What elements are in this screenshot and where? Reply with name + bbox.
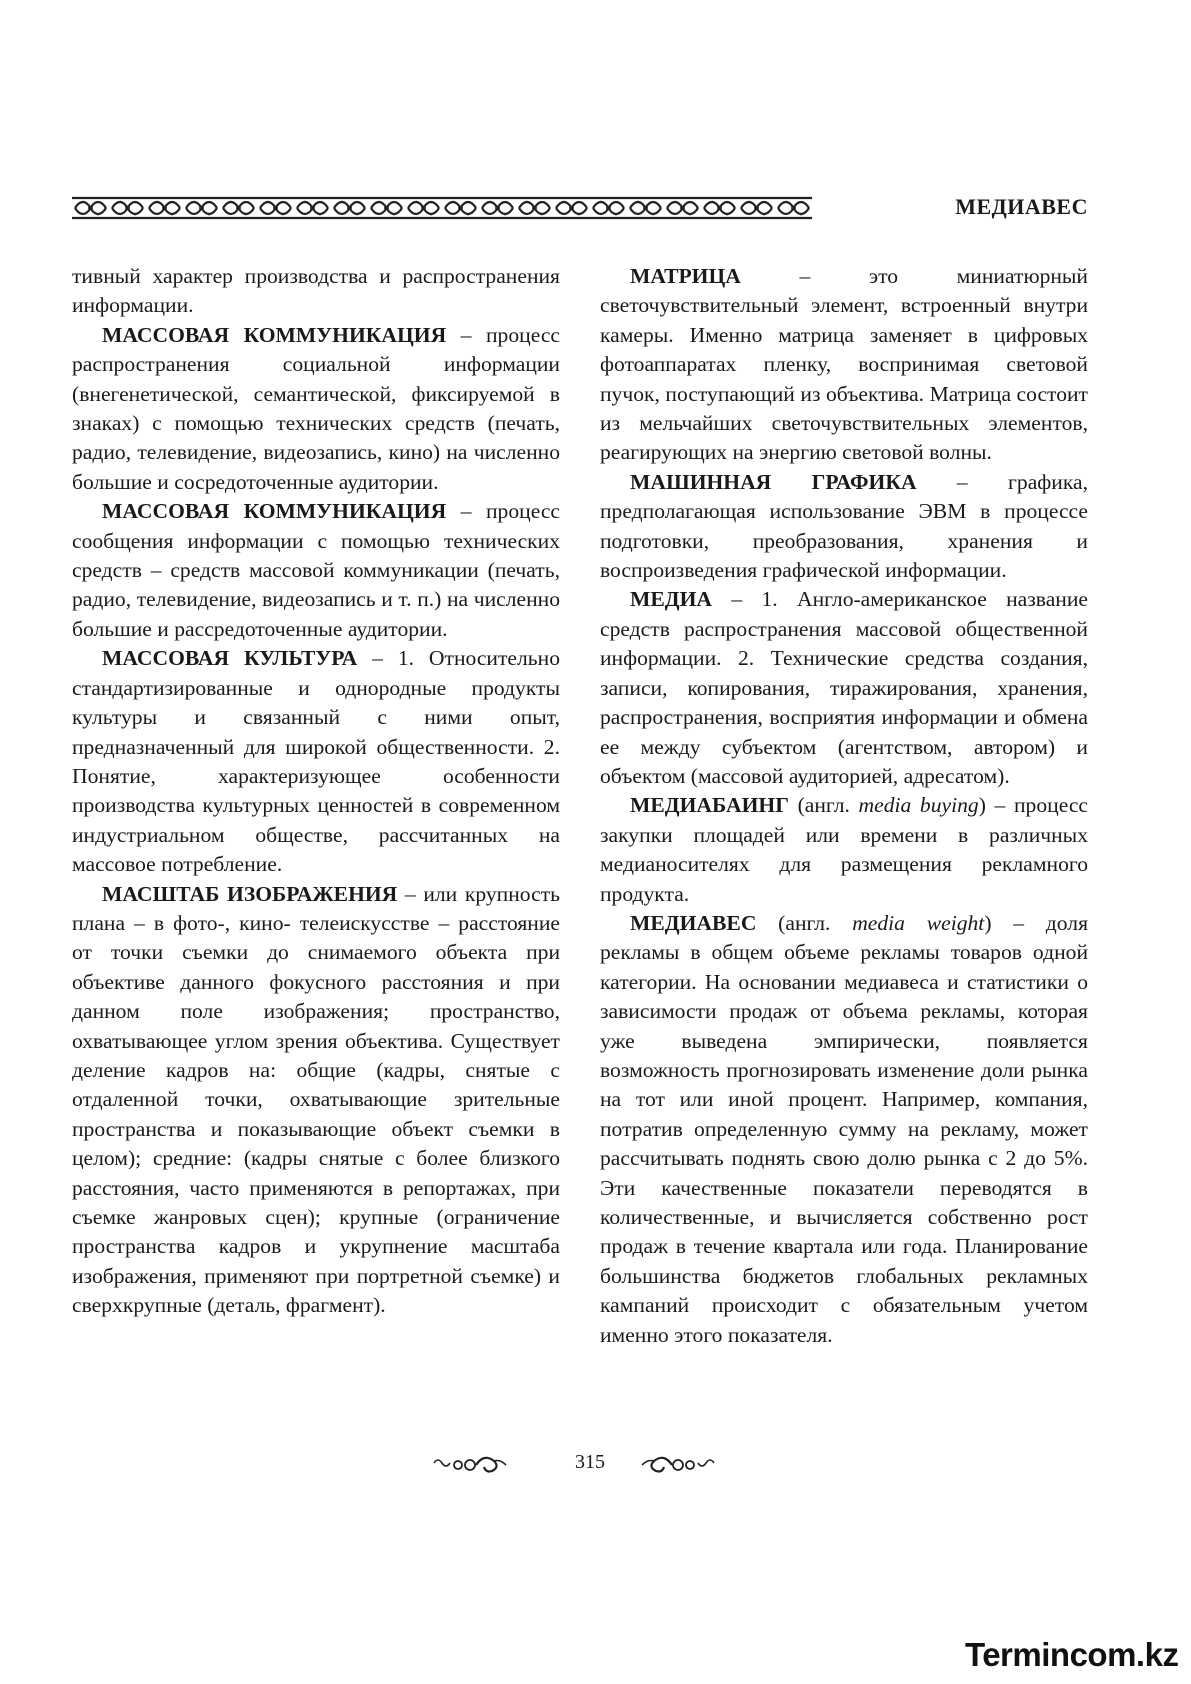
dictionary-entry — [72, 880, 560, 1321]
entry-text: ) – процесс закупки площадей или времени в различных медианосителях для размещения рекламного продукта. — [600, 793, 1088, 906]
entry-term: МАССОВАЯ КОММУНИКАЦИЯ — [102, 499, 447, 524]
running-head: МЕДИАВЕС — [955, 194, 1088, 219]
page-number: 315 — [575, 1451, 605, 1473]
scroll-flourish-icon — [432, 1453, 512, 1477]
dictionary-entry — [72, 644, 560, 879]
page-footer — [0, 1451, 1191, 1491]
entry-term: МАТРИЦА — [630, 264, 741, 288]
entry-text: – графика, предполагающая использование ЭВМ в процессе подготовки, преобразования, хранения и воспроизведения графической информации. — [600, 469, 1088, 583]
entry-term: МЕДИА — [630, 587, 713, 612]
ornamental-border-icon — [72, 194, 812, 222]
entry-text: тивный характер производства и распространения информации. — [72, 264, 560, 318]
entry-term: МАСШТАБ ИЗОБРАЖЕНИЯ — [102, 881, 398, 906]
dictionary-entry — [600, 909, 1088, 1350]
dictionary-entry — [72, 262, 560, 321]
entry-text: – процесс сообщения информации с помощью технических средств – средств массовой коммуникации (печать, радио, телевидение, видеозапись и т. п.) на численно большие и рассредоточенные аудитории. — [72, 499, 560, 641]
site-watermark: Termincom.kz — [965, 1636, 1179, 1673]
entry-text: (англ. — [756, 910, 853, 935]
entry-text: – 1. Относительно стандартизированные и однородные продукты культуры и связанный с ними опыт, предназначенный для широкой общественности. 2. Понятие, характеризующее особенности производства культурных ценностей в современном индустриальном обществе, рассчитанных на массовое потребление. — [72, 646, 560, 877]
entry-term: МЕДИАВЕС — [630, 910, 757, 935]
dictionary-entry — [600, 585, 1088, 791]
entry-term: МАССОВАЯ КОММУНИКАЦИЯ — [102, 322, 447, 347]
entry-term: МЕДИАБАИНГ — [630, 793, 789, 818]
entry-text: (англ. — [788, 793, 859, 818]
left-column — [72, 262, 560, 1321]
entry-term: МАССОВАЯ КУЛЬТУРА — [102, 646, 358, 671]
scroll-flourish-icon — [636, 1453, 716, 1477]
entry-text: – это миниатюрный светочувствительный элемент, встроенный внутри камеры. Именно матрица заменяет в цифровых фотоаппаратах пленку, воспринимая световой пучок, поступающий из объектива. Матрица состоит из мельчайших светочувствительных элементов, реагирующих на энергию световой волны. — [600, 264, 1088, 465]
page-header — [72, 192, 1088, 226]
entry-term: МАШИННАЯ ГРАФИКА — [630, 469, 917, 494]
english-term: media weight — [852, 910, 985, 935]
dictionary-entry — [600, 262, 1088, 468]
dictionary-entry — [600, 791, 1088, 909]
dictionary-entry — [600, 468, 1088, 586]
entry-text: – или крупность плана – в фото-, кино- телеискусстве – расстояние от точки съемки до снимаемого объекта при объективе данного фокусного расстояния и при данном поле изображения; пространство, охватывающее углом зрения объектива. Существует деление кадров на: общие (кадры, снятые с отдаленной точки, охватывающие зрительные пространства и показывающие объект съемки в целом); средние: (кадры снятые с более близкого расстояния, часто применяются в репортажах, при съемке жанровых сцен); крупные (ограничение пространства кадров и укрупнение масштаба изображения, применяют при портретной съемке) и сверхкрупные (деталь, фрагмент). — [72, 881, 560, 1318]
entry-text: ) – доля рекламы в общем объеме рекламы товаров одной категории. На основании медиавеса и статистики о зависимости продаж от объема рекламы, которая уже выведена эмпирически, появляется возможность прогнозировать изменение доли рынка на тот или иной процент. Например, компания, потратив определенную сумму на рекламу, может рассчитывать поднять свою долю рынка с 2 до 5%. Эти качественные показатели переводятся в количественные, и вычисляется собственно рост продаж в течение квартала или года. Планирование большинства бюджетов глобальных рекламных кампаний происходит с обязательным учетом именно этого показателя. — [600, 910, 1088, 1347]
dictionary-entry — [72, 497, 560, 644]
english-term: media buying — [858, 793, 979, 818]
entry-text: – процесс распространения социальной информации (внегенетической, семантической, фиксируемой в знаках) с помощью технических средств (печать, радио, телевидение, видеозапись, кино) на численно большие и сосредоточенные аудитории. — [72, 322, 560, 494]
dictionary-entry — [72, 321, 560, 497]
entry-text: – 1. Англо-американское название средств распространения массовой общественной информации. 2. Технические средства создания, записи, копирования, тиражирования, хранения, распространения, восприятия информации и обмена ее между субъектом (агентством, автором) и объектом (массовой аудиторией, адресатом). — [600, 587, 1088, 788]
right-column — [600, 262, 1088, 1350]
